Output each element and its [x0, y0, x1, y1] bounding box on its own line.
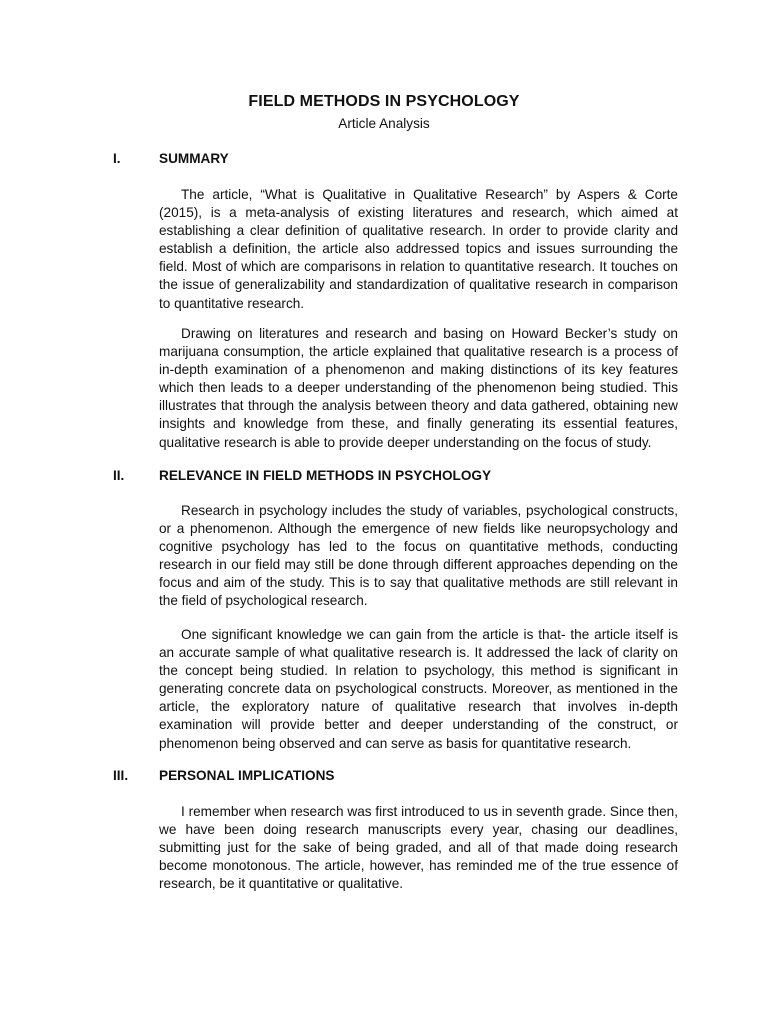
relevance-paragraph-1: Research in psychology includes the study of variables, psychological constructs, or a phenomenon. Although the emergence of new fields like neuropsychology and cognitive psychology has led to the focus on quantitative methods, conducting research in our field may still be done through different approaches depending on the focus and aim of the study. This is to say that qualitative methods are still relevant in the field of psychological research. [159, 503, 678, 609]
section-number: I. [113, 151, 121, 166]
section-heading-relevance [113, 468, 673, 483]
summary-paragraph-1: The article, “What is Qualitative in Qualitative Research” by Aspers & Corte (2015), is a meta-analysis of existing literatures and research, which aimed at establishing a clear definition of qualitative research. In order to provide clarity and establish a definition, the article also addressed topics and issues surrounding the field. Most of which are comparisons in relation to quantitative research. It touches on the issue of generalizability and standardization of qualitative research in comparison to quantitative research. [159, 187, 678, 311]
section-title: RELEVANCE IN FIELD METHODS IN PSYCHOLOGY [159, 468, 492, 483]
section-title: PERSONAL IMPLICATIONS [159, 768, 335, 783]
document-subtitle: Article Analysis [338, 116, 430, 131]
section-title: SUMMARY [159, 151, 229, 166]
section-heading-summary [113, 151, 673, 166]
section-number: II. [113, 468, 125, 483]
document-title: FIELD METHODS IN PSYCHOLOGY [248, 93, 520, 110]
summary-paragraph-2: Drawing on literatures and research and basing on Howard Becker’s study on marijuana consumption, the article explained that qualitative research is a process of in-depth examination of a phenomenon and making distinctions of its key features which then leads to a deeper understanding of the phenomenon being studied. This illustrates that through the analysis between theory and data gathered, obtaining new insights and knowledge from these, and finally generating its essential features, qualitative research is able to provide deeper understanding on the focus of study. [159, 326, 678, 450]
section-heading-personal-implications [113, 768, 673, 783]
personal-paragraph-1: I remember when research was first introduced to us in seventh grade. Since then, we have been doing research manuscripts every year, chasing our deadlines, submitting just for the sake of being graded, and all of that made doing research become monotonous. The article, however, has reminded me of the true essence of research, be it quantitative or qualitative. [159, 804, 678, 892]
relevance-paragraph-2: One significant knowledge we can gain from the article is that- the article itself is an accurate sample of what qualitative research is. It addressed the lack of clarity on the concept being studied. In relation to psychology, this method is significant in generating concrete data on psychological constructs. Moreover, as mentioned in the article, the exploratory nature of qualitative research that involves in-depth examination will provide better and deeper understanding of the construct, or phenomenon being observed and can serve as basis for quantitative research. [159, 627, 678, 751]
section-number: III. [113, 768, 129, 783]
